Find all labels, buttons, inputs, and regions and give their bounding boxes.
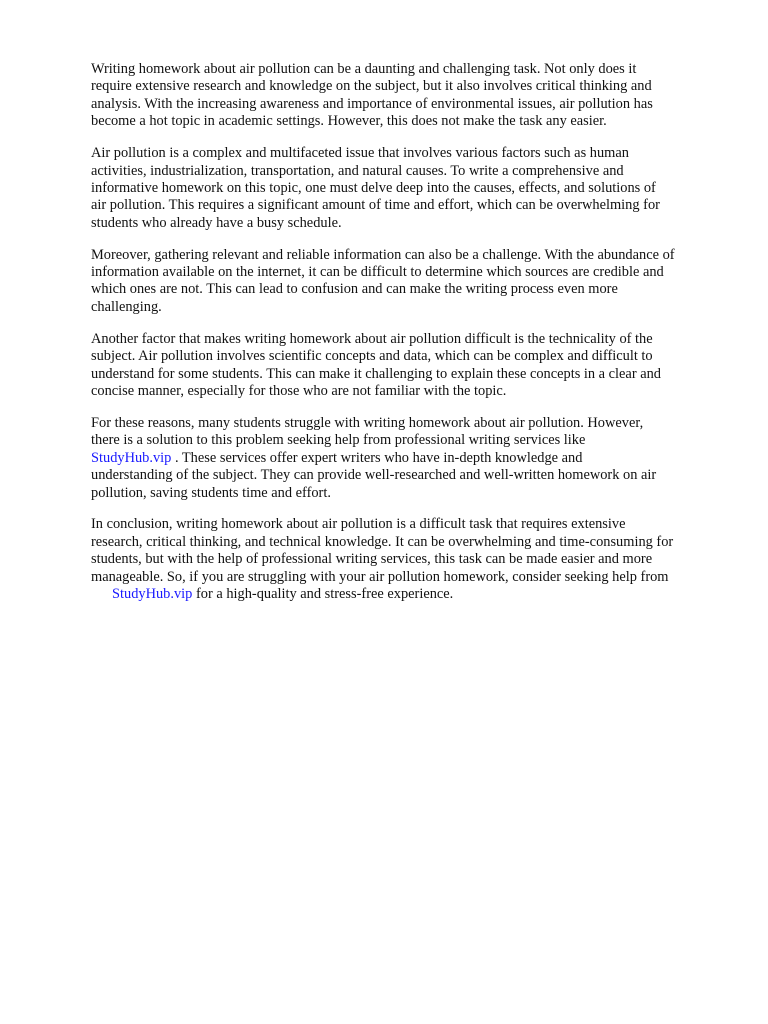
paragraph-conclusion — [91, 516, 731, 603]
paragraph-conclusion-text-after: for a high-quality and stress-free experience. — [192, 586, 454, 603]
paragraph-solution-text-before: For these reasons, many students struggle with writing homework about air pollution. However, there is a solution to this problem seeking help from professional writing services like — [91, 414, 644, 449]
studyhub-link[interactable]: StudyHub.vip — [91, 449, 172, 466]
paragraph-solution-text-after: . These services offer expert writers who have in-depth knowledge and understanding of the subject. They can provide well-researched and well-written homework on air pollution, saving students time and effort. — [91, 449, 657, 501]
paragraph-conclusion-text-before: In conclusion, writing homework about air pollution is a difficult task that requires extensive research, critical thinking, and technical knowledge. It can be overwhelming and time-consuming for students, but with the help of professional writing services, this task can be made easier and more manageable. So, if you are struggling with your air pollution homework, consider seeking help from — [91, 516, 674, 585]
paragraph-technicality: Another factor that makes writing homework about air pollution difficult is the technicality of the subject. Air pollution involves scientific concepts and data, which can be complex and difficult to understand for some students. This can make it challenging to explain these concepts in a clear and concise manner, especially for those who are not familiar with the topic. — [91, 330, 661, 399]
document-page — [91, 61, 731, 618]
studyhub-link-conclusion[interactable]: StudyHub.vip — [112, 586, 193, 603]
paragraph-complexity: Air pollution is a complex and multifaceted issue that involves various factors such as human activities, industrialization, transportation, and natural causes. To write a comprehensive and informative homework on this topic, one must delve deep into the causes, effects, and solutions of air pollution. This requires a significant amount of time and effort, which can be overwhelming for students who already have a busy schedule. — [91, 145, 660, 231]
paragraph-solution — [91, 415, 731, 502]
paragraph-intro: Writing homework about air pollution can be a daunting and challenging task. Not only does it require extensive research and knowledge on the subject, but it also involves critical thinking and analysis. With the increasing awareness and importance of environmental issues, air pollution has become a hot topic in academic settings. However, this does not make the task any easier. — [91, 61, 653, 130]
paragraph-information: Moreover, gathering relevant and reliable information can also be a challenge. With the abundance of information available on the internet, it can be difficult to determine which sources are credible and which ones are not. This can lead to confusion and can make the writing process even more challenging. — [91, 246, 675, 315]
